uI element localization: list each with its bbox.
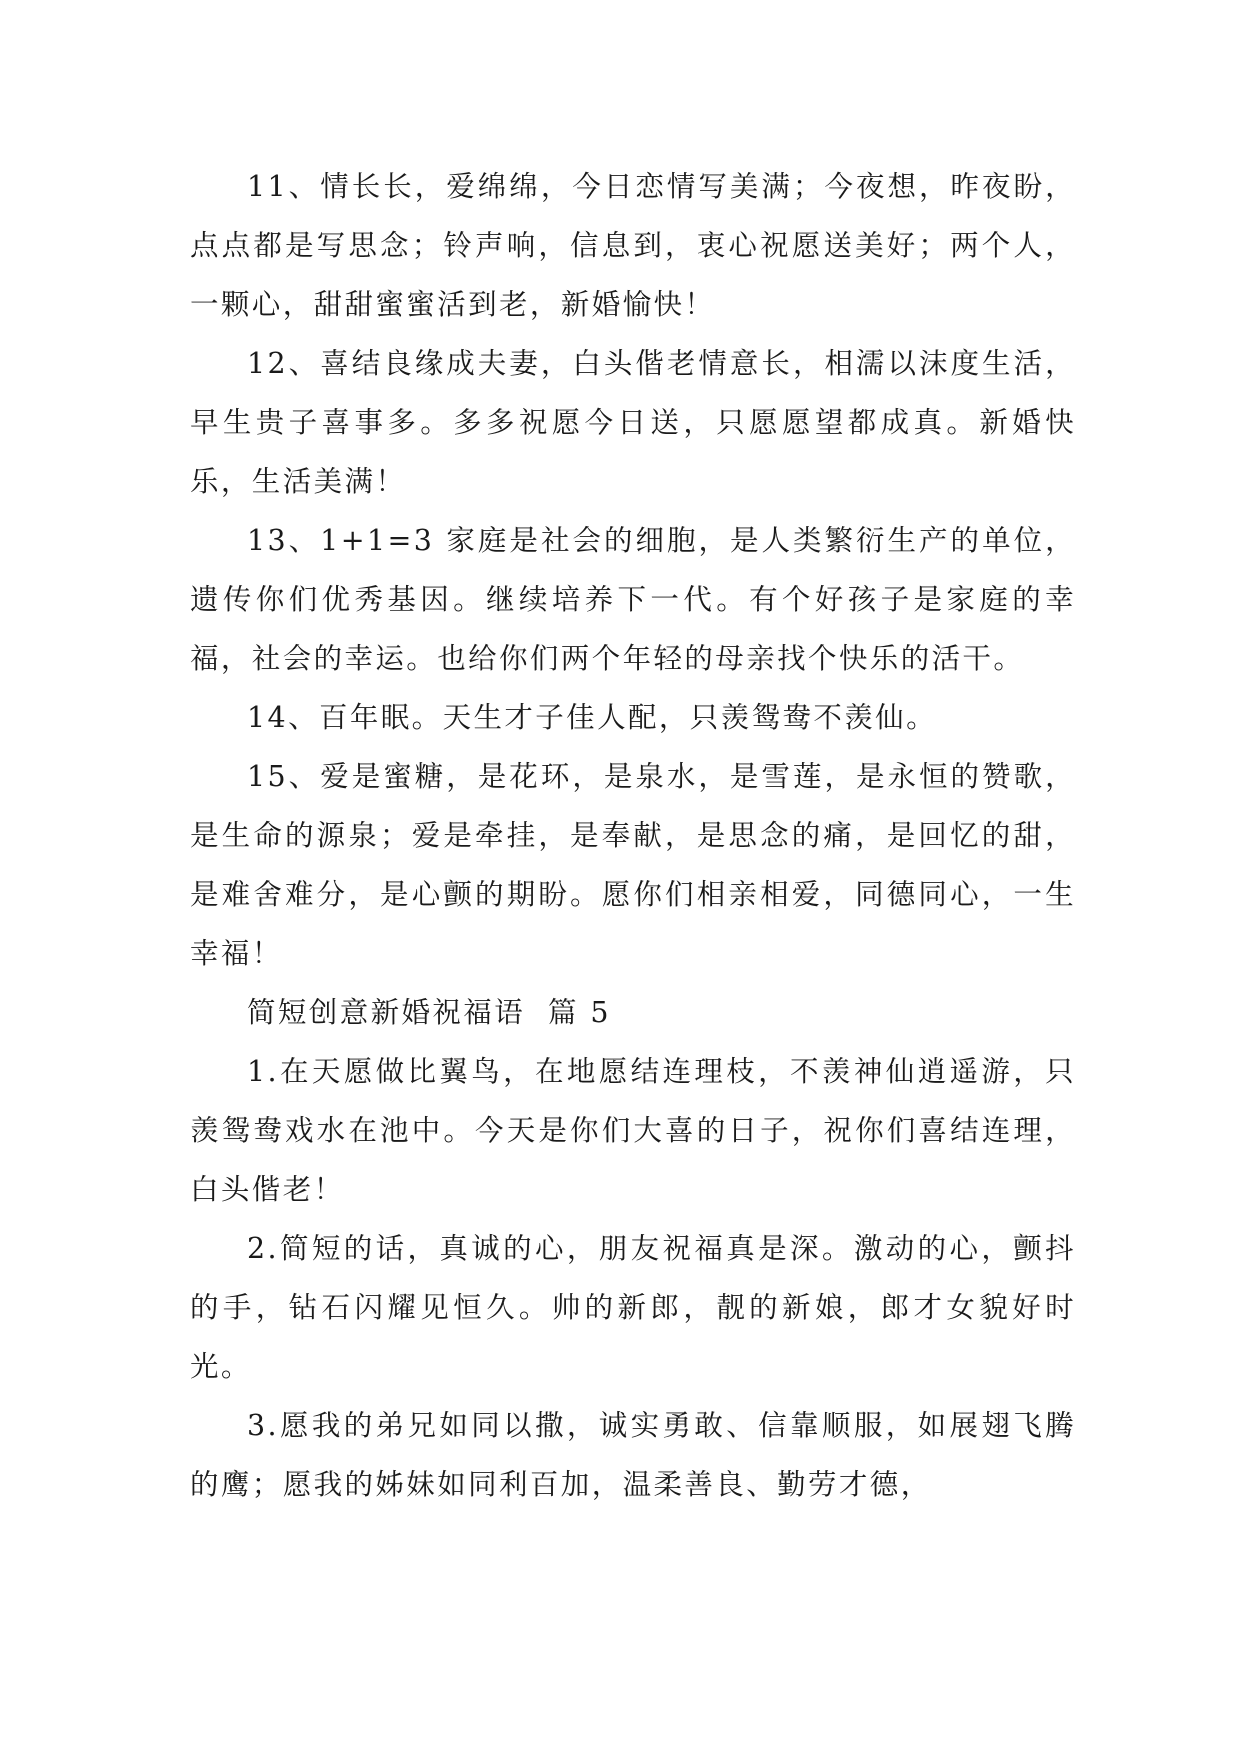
paragraph-14: 14、百年眠。天生才子佳人配，只羡鸳鸯不羡仙。: [247, 701, 937, 734]
section-paragraph-1: 1.在天愿做比翼鸟，在地愿结连理枝，不羡神仙逍遥游，只羡鸳鸯戏水在池中。今天是你们大喜的日子，祝你们喜结连理，白头偕老！: [190, 1055, 1076, 1206]
paragraph-11: 11、情长长，爱绵绵，今日恋情写美满；今夜想，昨夜盼，点点都是写思念；铃声响，信息到，衷心祝愿送美好；两个人，一颗心，甜甜蜜蜜活到老，新婚愉快！: [190, 170, 1076, 321]
paragraph-12: 12、喜结良缘成夫妻，白头偕老情意长，相濡以沫度生活，早生贵子喜事多。多多祝愿今日送，只愿愿望都成真。新婚快乐，生活美满！: [190, 347, 1076, 498]
section-paragraph-2: 2.简短的话，真诚的心，朋友祝福真是深。激动的心，颤抖的手，钻石闪耀见恒久。帅的新郎，靓的新娘，郎才女貌好时光。: [190, 1232, 1076, 1383]
document-body: [190, 157, 1076, 1514]
section-paragraph-3: 3.愿我的弟兄如同以撒，诚实勇敢、信靠顺服，如展翅飞腾的鹰；愿我的姊妹如同利百加，温柔善良、勤劳才德，: [190, 1409, 1076, 1501]
section-heading: 简短创意新婚祝福语 篇 5: [247, 996, 611, 1029]
paragraph-15: 15、爱是蜜糖，是花环，是泉水，是雪莲，是永恒的赞歌，是生命的源泉；爱是牵挂，是奉献，是思念的痛，是回忆的甜，是难舍难分，是心颤的期盼。愿你们相亲相爱，同德同心，一生幸福！: [190, 760, 1076, 970]
paragraph-13: 13、1+1=3 家庭是社会的细胞，是人类繁衍生产的单位，遗传你们优秀基因。继续培养下一代。有个好孩子是家庭的幸福，社会的幸运。也给你们两个年轻的母亲找个快乐的活干。: [190, 524, 1076, 675]
